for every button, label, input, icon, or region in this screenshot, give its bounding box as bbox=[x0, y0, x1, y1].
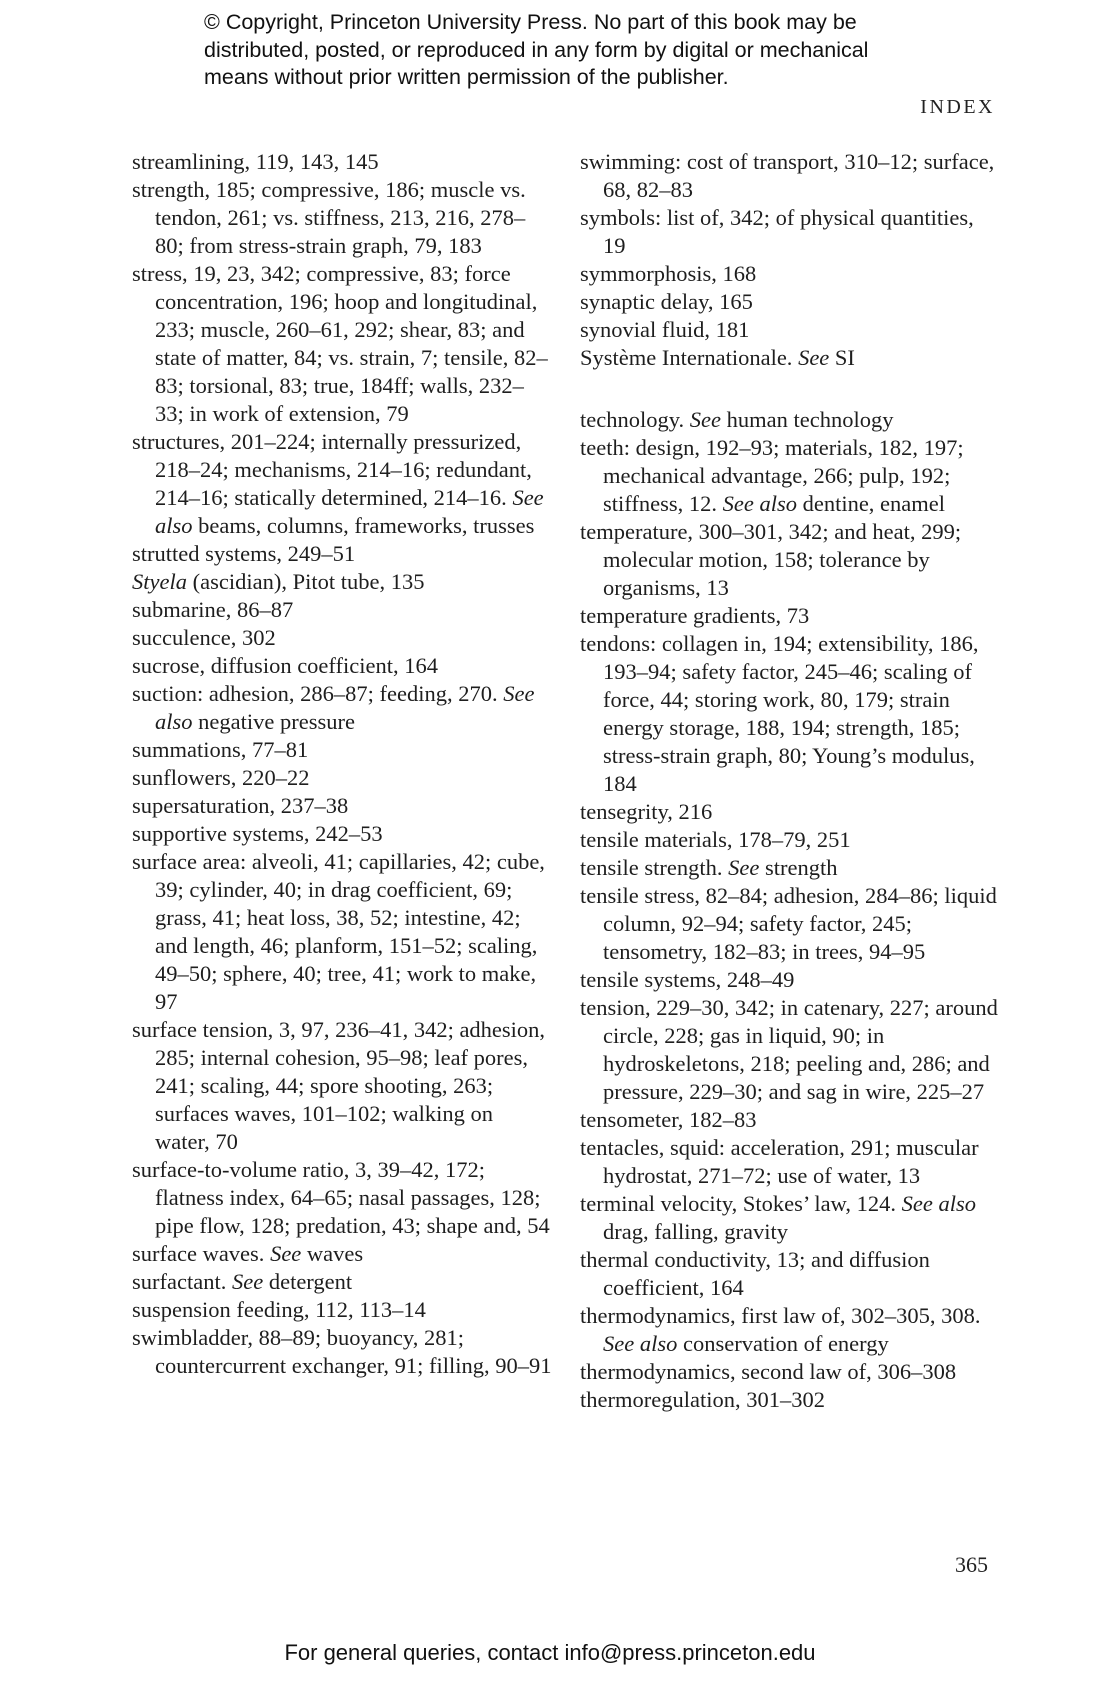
entry-text: surface tension, 3, 97, 236–41, 342; adhesion, 285; internal cohesion, 95–98; leaf pores, 241; scaling, 44; spore shooting, 263; surfaces waves, 101–102; walking on water, 70 bbox=[132, 1017, 546, 1154]
entry-text: submarine, 86–87 bbox=[132, 597, 294, 622]
index-entry bbox=[580, 316, 1000, 344]
entry-text: (ascidian), Pitot tube, 135 bbox=[192, 569, 425, 594]
entry-text: synovial fluid, 181 bbox=[580, 317, 750, 342]
index-entry bbox=[132, 176, 552, 260]
see-target: dentine, enamel bbox=[802, 491, 946, 516]
index-entry bbox=[132, 1016, 552, 1156]
entry-text: structures, 201–224; internally pressurized, 218–24; mechanisms, 214–16; redundant, 214–16; statically determined, 214–16. bbox=[132, 429, 532, 510]
index-entry bbox=[580, 1302, 1000, 1358]
entry-text: strength, 185; compressive, 186; muscle vs. tendon, 261; vs. stiffness, 213, 216, 278–80; from stress-strain graph, 79, 183 bbox=[132, 177, 526, 258]
index-entry bbox=[580, 1106, 1000, 1134]
index-column-left bbox=[132, 148, 552, 1380]
index-entry bbox=[580, 260, 1000, 288]
index-entry bbox=[132, 792, 552, 820]
entry-text: tensile strength. bbox=[580, 855, 723, 880]
index-entry bbox=[132, 1296, 552, 1324]
index-entry bbox=[132, 1268, 552, 1296]
entry-text: sucrose, diffusion coefficient, 164 bbox=[132, 653, 438, 678]
index-entry bbox=[580, 994, 1000, 1106]
entry-text: streamlining, 119, 143, 145 bbox=[132, 149, 379, 174]
entry-italic-term: Styela bbox=[132, 569, 187, 594]
index-group-t bbox=[580, 406, 1000, 1414]
index-entry bbox=[580, 1190, 1000, 1246]
index-entry bbox=[580, 344, 1000, 372]
index-entry bbox=[132, 680, 552, 736]
entry-text: thermodynamics, second law of, 306–308 bbox=[580, 1359, 957, 1384]
index-entry bbox=[580, 1386, 1000, 1414]
index-entry bbox=[580, 798, 1000, 826]
index-entry bbox=[580, 602, 1000, 630]
entry-text: surfactant. bbox=[132, 1269, 227, 1294]
index-entry bbox=[580, 518, 1000, 602]
see-reference: See bbox=[728, 855, 760, 880]
index-entry bbox=[132, 596, 552, 624]
entry-text: stress, 19, 23, 342; compressive, 83; force concentration, 196; hoop and longitudinal, 233; muscle, 260–61, 292; shear, 83; and state of matter, 84; vs. strain, 7; tensile, 82–83; torsional, 83; true, 184ff; walls, 232–33; in work of extension, 79 bbox=[132, 261, 548, 426]
see-target: waves bbox=[306, 1241, 364, 1266]
entry-text: surface waves. bbox=[132, 1241, 265, 1266]
see-target: negative pressure bbox=[198, 709, 355, 734]
copyright-notice bbox=[204, 9, 964, 92]
index-entry bbox=[580, 854, 1000, 882]
entry-text: tentacles, squid: acceleration, 291; muscular hydrostat, 271–72; use of water, 13 bbox=[580, 1135, 979, 1188]
see-reference: See also bbox=[722, 491, 797, 516]
see-target: conservation of energy bbox=[682, 1331, 889, 1356]
see-reference: See bbox=[231, 1269, 264, 1294]
index-column-right bbox=[580, 148, 1000, 1414]
index-entry bbox=[580, 434, 1000, 518]
entry-text: Système Internationale. bbox=[580, 345, 793, 370]
entry-text: tension, 229–30, 342; in catenary, 227; around circle, 228; gas in liquid, 90; in hydroskeletons, 218; peeling and, 286; and pressure, 229–30; and sag in wire, 225–27 bbox=[580, 995, 998, 1104]
see-reference: See also bbox=[155, 485, 544, 538]
entry-text: strutted systems, 249–51 bbox=[132, 541, 356, 566]
index-entry bbox=[132, 820, 552, 848]
index-entry bbox=[132, 1324, 552, 1380]
index-entry bbox=[132, 624, 552, 652]
copyright-line-1: © Copyright, Princeton University Press. No part of this book may be bbox=[204, 10, 857, 34]
see-reference: See also bbox=[901, 1191, 976, 1216]
see-reference: See bbox=[270, 1241, 302, 1266]
index-entry bbox=[132, 848, 552, 1016]
see-target: human technology bbox=[726, 407, 894, 432]
index-entry bbox=[580, 630, 1000, 798]
index-entry bbox=[132, 736, 552, 764]
see-reference: See also bbox=[603, 1331, 678, 1356]
index-entry bbox=[132, 540, 552, 568]
index-entry bbox=[132, 428, 552, 540]
see-target: strength bbox=[764, 855, 838, 880]
running-head: INDEX bbox=[920, 96, 995, 118]
see-target: SI bbox=[834, 345, 855, 370]
entry-text: symmorphosis, 168 bbox=[580, 261, 757, 286]
entry-text: swimbladder, 88–89; buoyancy, 281; countercurrent exchanger, 91; filling, 90–91 bbox=[132, 1325, 552, 1378]
entry-text: tensegrity, 216 bbox=[580, 799, 713, 824]
copyright-line-3: means without prior written permission of the publisher. bbox=[204, 65, 729, 89]
see-reference: See also bbox=[155, 681, 535, 734]
index-entry bbox=[580, 966, 1000, 994]
entry-text: tendons: collagen in, 194; extensibility, 186, 193–94; safety factor, 245–46; scaling of force, 44; storing work, 80, 179; strain energy storage, 188, 194; strength, 185; stress-strain graph, 80; Young’s modulus, 184 bbox=[580, 631, 979, 796]
entry-text: succulence, 302 bbox=[132, 625, 276, 650]
entry-text: tensometer, 182–83 bbox=[580, 1107, 757, 1132]
index-entry bbox=[580, 1246, 1000, 1302]
see-target: beams, columns, frameworks, trusses bbox=[198, 513, 535, 538]
see-reference: See bbox=[798, 345, 830, 370]
copyright-line-2: distributed, posted, or reproduced in any form by digital or mechanical bbox=[204, 37, 869, 62]
see-target: drag, falling, gravity bbox=[603, 1219, 788, 1244]
group-separator bbox=[580, 372, 1000, 406]
entry-text: suspension feeding, 112, 113–14 bbox=[132, 1297, 426, 1322]
index-entry bbox=[580, 1134, 1000, 1190]
entry-text: supportive systems, 242–53 bbox=[132, 821, 383, 846]
see-reference: See bbox=[689, 407, 721, 432]
see-target: detergent bbox=[268, 1269, 353, 1294]
index-entry bbox=[132, 260, 552, 428]
entry-text: temperature, 300–301, 342; and heat, 299; molecular motion, 158; tolerance by organisms, 13 bbox=[580, 519, 962, 600]
entry-text: terminal velocity, Stokes’ law, 124. bbox=[580, 1191, 896, 1216]
entry-text: tensile systems, 248–49 bbox=[580, 967, 795, 992]
entry-text: symbols: list of, 342; of physical quantities, 19 bbox=[580, 205, 974, 258]
entry-text: summations, 77–81 bbox=[132, 737, 309, 762]
index-entry bbox=[132, 568, 552, 596]
page-number: 365 bbox=[955, 1552, 988, 1577]
index-entry bbox=[580, 204, 1000, 260]
entry-text: tensile stress, 82–84; adhesion, 284–86; liquid column, 92–94; safety factor, 245; tensometry, 182–83; in trees, 94–95 bbox=[580, 883, 997, 964]
entry-text: thermodynamics, first law of, 302–305, 308. bbox=[580, 1303, 981, 1328]
entry-text: sunflowers, 220–22 bbox=[132, 765, 310, 790]
entry-text: synaptic delay, 165 bbox=[580, 289, 753, 314]
index-entry bbox=[132, 1156, 552, 1240]
entry-text: supersaturation, 237–38 bbox=[132, 793, 349, 818]
index-entry bbox=[132, 764, 552, 792]
index-entry bbox=[580, 826, 1000, 854]
index-entry bbox=[580, 406, 1000, 434]
entry-text: tensile materials, 178–79, 251 bbox=[580, 827, 851, 852]
entry-text: suction: adhesion, 286–87; feeding, 270. bbox=[132, 681, 498, 706]
index-entry bbox=[132, 148, 552, 176]
entry-text: temperature gradients, 73 bbox=[580, 603, 810, 628]
entry-text: teeth: design, 192–93; materials, 182, 197; mechanical advantage, 266; pulp, 192; stiffness, 12. bbox=[580, 435, 964, 516]
footer-contact: For general queries, contact info@press.princeton.edu bbox=[284, 1640, 816, 1665]
index-entry bbox=[132, 1240, 552, 1268]
entry-text: swimming: cost of transport, 310–12; surface, 68, 82–83 bbox=[580, 149, 995, 202]
index-group-s bbox=[580, 148, 1000, 372]
index-entry bbox=[580, 288, 1000, 316]
entry-text: thermal conductivity, 13; and diffusion coefficient, 164 bbox=[580, 1247, 930, 1300]
entry-text: surface area: alveoli, 41; capillaries, 42; cube, 39; cylinder, 40; in drag coefficient, 69; grass, 41; heat loss, 38, 52; intestine, 42; and length, 46; planform, 151–52; scaling, 49–50; sphere, 40; tree, 41; work to make, 97 bbox=[132, 849, 545, 1014]
index-entry bbox=[580, 148, 1000, 204]
index-entry bbox=[580, 1358, 1000, 1386]
entry-text: surface-to-volume ratio, 3, 39–42, 172; flatness index, 64–65; nasal passages, 128; pipe flow, 128; predation, 43; shape and, 54 bbox=[132, 1157, 550, 1238]
entry-text: thermoregulation, 301–302 bbox=[580, 1387, 825, 1412]
index-entry bbox=[132, 652, 552, 680]
index-entry bbox=[580, 882, 1000, 966]
entry-text: technology. bbox=[580, 407, 685, 432]
